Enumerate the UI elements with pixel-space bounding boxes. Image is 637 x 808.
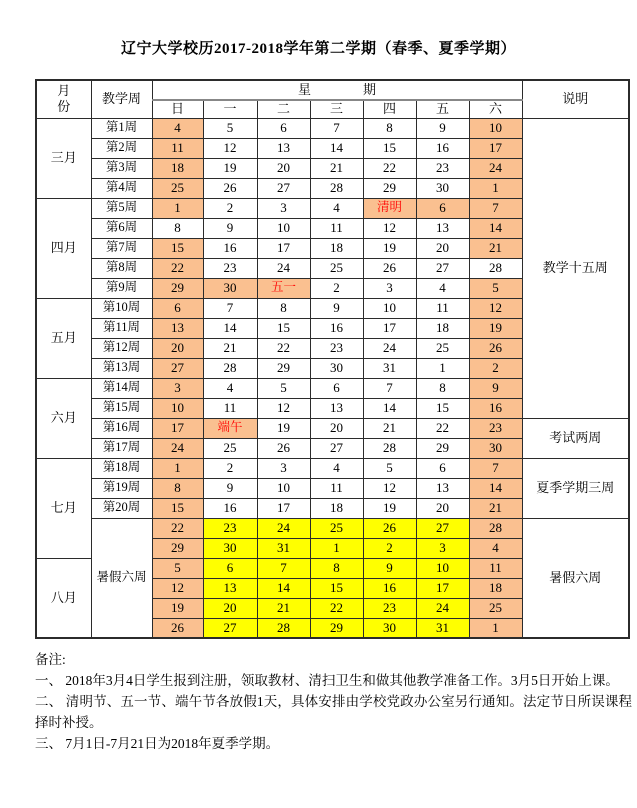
day-cell: 11 — [152, 138, 203, 158]
calendar-body — [36, 118, 629, 638]
day-cell: 16 — [203, 238, 257, 258]
day-cell: 16 — [416, 138, 469, 158]
day-cell: 12 — [152, 578, 203, 598]
day-cell: 28 — [310, 178, 363, 198]
day-cell: 2 — [310, 278, 363, 298]
day-cell: 26 — [363, 518, 416, 538]
day-cell: 17 — [257, 498, 310, 518]
day-cell: 15 — [416, 398, 469, 418]
teaching-week-cell: 第4周 — [91, 178, 152, 198]
day-cell: 4 — [152, 118, 203, 138]
teaching-week-cell: 第8周 — [91, 258, 152, 278]
day-cell: 22 — [152, 518, 203, 538]
header-month-line2: 份 — [57, 99, 71, 115]
header-week — [152, 80, 522, 100]
day-cell: 19 — [363, 238, 416, 258]
day-cell: 6 — [257, 118, 310, 138]
day-cell: 10 — [257, 218, 310, 238]
day-cell: 14 — [257, 578, 310, 598]
day-cell: 19 — [257, 418, 310, 438]
note-item-1: 一、 2018年3月4日学生报到注册，领取教材、清扫卫生和做其他教学准备工作。3月5日开始上课。 — [35, 673, 619, 688]
day-cell: 22 — [363, 158, 416, 178]
day-cell: 15 — [310, 578, 363, 598]
day-cell: 23 — [310, 338, 363, 358]
day-cell: 24 — [416, 598, 469, 618]
day-cell: 19 — [152, 598, 203, 618]
note-item-2: 二、 清明节、五一节、端午节各放假1天，具体安排由学校党政办公室另行通知。法定节日所误课程择时补授。 — [35, 694, 632, 730]
day-cell: 16 — [469, 398, 522, 418]
day-cell: 16 — [363, 578, 416, 598]
day-cell: 16 — [310, 318, 363, 338]
header-day: 三 — [310, 100, 363, 118]
day-cell: 22 — [416, 418, 469, 438]
day-cell: 6 — [203, 558, 257, 578]
day-cell: 26 — [363, 258, 416, 278]
day-cell: 13 — [416, 218, 469, 238]
day-cell: 11 — [310, 218, 363, 238]
day-cell: 24 — [257, 518, 310, 538]
note-item-3: 三、 7月1日-7月21日为2018年夏季学期。 — [35, 736, 280, 751]
day-cell: 28 — [469, 258, 522, 278]
note-cell: 考试两周 — [522, 418, 629, 458]
day-cell: 10 — [257, 478, 310, 498]
day-cell: 24 — [152, 438, 203, 458]
day-cell: 6 — [416, 198, 469, 218]
day-cell: 18 — [152, 158, 203, 178]
day-cell: 19 — [363, 498, 416, 518]
day-cell: 12 — [203, 138, 257, 158]
day-cell: 25 — [310, 518, 363, 538]
day-cell: 28 — [257, 618, 310, 638]
day-cell: 26 — [203, 178, 257, 198]
day-cell: 8 — [310, 558, 363, 578]
day-cell: 15 — [152, 498, 203, 518]
day-cell: 20 — [416, 498, 469, 518]
teaching-week-cell: 第18周 — [91, 458, 152, 478]
day-cell: 2 — [203, 458, 257, 478]
day-cell: 25 — [416, 338, 469, 358]
day-cell: 17 — [152, 418, 203, 438]
day-cell: 18 — [310, 498, 363, 518]
calendar-table — [35, 79, 630, 639]
day-cell: 7 — [469, 458, 522, 478]
day-cell: 3 — [416, 538, 469, 558]
header-week-char1: 星 — [298, 81, 312, 97]
month-cell: 三月 — [36, 118, 91, 198]
teaching-week-cell: 第17周 — [91, 438, 152, 458]
teaching-week-cell: 第15周 — [91, 398, 152, 418]
day-cell: 5 — [257, 378, 310, 398]
day-cell: 8 — [152, 218, 203, 238]
day-cell: 1 — [469, 618, 522, 638]
day-cell: 13 — [257, 138, 310, 158]
day-cell: 29 — [257, 358, 310, 378]
day-cell: 3 — [257, 458, 310, 478]
teaching-week-cell: 第11周 — [91, 318, 152, 338]
day-cell: 7 — [310, 118, 363, 138]
teaching-week-cell: 第10周 — [91, 298, 152, 318]
teaching-week-cell: 第9周 — [91, 278, 152, 298]
day-cell: 29 — [152, 538, 203, 558]
day-cell: 27 — [257, 178, 310, 198]
day-cell: 14 — [469, 218, 522, 238]
day-cell: 29 — [416, 438, 469, 458]
day-cell: 28 — [469, 518, 522, 538]
day-cell: 27 — [310, 438, 363, 458]
header-month-line1: 月 — [57, 83, 71, 98]
calendar-row — [36, 118, 629, 138]
day-cell: 6 — [152, 298, 203, 318]
day-cell: 27 — [203, 618, 257, 638]
day-cell: 3 — [363, 278, 416, 298]
day-cell: 23 — [203, 258, 257, 278]
day-cell: 8 — [416, 378, 469, 398]
header-day: 四 — [363, 100, 416, 118]
teaching-week-cell: 第5周 — [91, 198, 152, 218]
month-cell: 五月 — [36, 298, 91, 378]
day-cell: 8 — [257, 298, 310, 318]
day-cell: 13 — [203, 578, 257, 598]
day-cell: 13 — [152, 318, 203, 338]
notes-label: 备注: — [35, 652, 66, 667]
note-cell: 教学十五周 — [522, 118, 629, 418]
day-cell: 9 — [203, 218, 257, 238]
day-cell: 27 — [416, 258, 469, 278]
day-cell: 22 — [152, 258, 203, 278]
day-cell: 30 — [310, 358, 363, 378]
header-week-char2: 期 — [363, 81, 377, 97]
day-cell: 21 — [310, 158, 363, 178]
teaching-week-cell: 第12周 — [91, 338, 152, 358]
day-cell: 29 — [152, 278, 203, 298]
day-cell: 17 — [469, 138, 522, 158]
day-cell: 20 — [152, 338, 203, 358]
teaching-week-cell: 第13周 — [91, 358, 152, 378]
day-cell: 9 — [310, 298, 363, 318]
day-cell: 7 — [257, 558, 310, 578]
day-cell: 2 — [469, 358, 522, 378]
day-cell: 28 — [203, 358, 257, 378]
day-cell: 11 — [416, 298, 469, 318]
month-cell: 六月 — [36, 378, 91, 458]
day-cell: 31 — [416, 618, 469, 638]
day-cell: 9 — [469, 378, 522, 398]
day-cell: 12 — [363, 218, 416, 238]
day-cell: 20 — [310, 418, 363, 438]
holiday-day-cell: 清明 — [363, 198, 416, 218]
day-cell: 3 — [257, 198, 310, 218]
note-cell: 夏季学期三周 — [522, 458, 629, 518]
day-cell: 25 — [310, 258, 363, 278]
header-week-label — [153, 83, 522, 97]
day-cell: 7 — [203, 298, 257, 318]
day-cell: 21 — [363, 418, 416, 438]
day-cell: 4 — [310, 458, 363, 478]
day-cell: 13 — [310, 398, 363, 418]
day-cell: 5 — [152, 558, 203, 578]
header-teaching-week: 教学周 — [91, 80, 152, 118]
header-day: 二 — [257, 100, 310, 118]
header-day: 六 — [469, 100, 522, 118]
teaching-week-cell: 第2周 — [91, 138, 152, 158]
day-cell: 21 — [469, 238, 522, 258]
day-cell: 24 — [257, 258, 310, 278]
day-cell: 26 — [257, 438, 310, 458]
day-cell: 10 — [363, 298, 416, 318]
day-cell: 25 — [203, 438, 257, 458]
day-cell: 22 — [310, 598, 363, 618]
day-cell: 11 — [203, 398, 257, 418]
day-cell: 31 — [257, 538, 310, 558]
calendar-row — [36, 458, 629, 478]
day-cell: 25 — [152, 178, 203, 198]
day-cell: 4 — [203, 378, 257, 398]
day-cell: 25 — [469, 598, 522, 618]
day-cell: 10 — [469, 118, 522, 138]
month-cell: 四月 — [36, 198, 91, 298]
note-cell: 暑假六周 — [522, 518, 629, 638]
day-cell: 14 — [363, 398, 416, 418]
teaching-week-cell: 第20周 — [91, 498, 152, 518]
day-cell: 9 — [203, 478, 257, 498]
day-cell: 12 — [469, 298, 522, 318]
notes-section — [35, 649, 632, 754]
day-cell: 12 — [363, 478, 416, 498]
day-cell: 2 — [203, 198, 257, 218]
day-cell: 14 — [310, 138, 363, 158]
day-cell: 30 — [469, 438, 522, 458]
day-cell: 21 — [469, 498, 522, 518]
day-cell: 23 — [469, 418, 522, 438]
teaching-week-cell: 暑假六周 — [91, 518, 152, 638]
calendar-row — [36, 418, 629, 438]
day-cell: 19 — [203, 158, 257, 178]
day-cell: 11 — [469, 558, 522, 578]
teaching-week-cell: 第7周 — [91, 238, 152, 258]
day-cell: 6 — [416, 458, 469, 478]
holiday-day-cell: 端午 — [203, 418, 257, 438]
day-cell: 26 — [152, 618, 203, 638]
teaching-week-cell: 第16周 — [91, 418, 152, 438]
day-cell: 15 — [152, 238, 203, 258]
day-cell: 2 — [363, 538, 416, 558]
holiday-day-cell: 五一 — [257, 278, 310, 298]
day-cell: 27 — [416, 518, 469, 538]
day-cell: 30 — [203, 278, 257, 298]
day-cell: 30 — [363, 618, 416, 638]
day-cell: 23 — [363, 598, 416, 618]
header-day: 五 — [416, 100, 469, 118]
day-cell: 4 — [469, 538, 522, 558]
day-cell: 23 — [203, 518, 257, 538]
day-cell: 18 — [416, 318, 469, 338]
day-cell: 11 — [310, 478, 363, 498]
day-cell: 1 — [152, 198, 203, 218]
day-cell: 20 — [203, 598, 257, 618]
page-title: 辽宁大学校历2017-2018学年第二学期（春季、夏季学期） — [121, 41, 516, 57]
day-cell: 30 — [416, 178, 469, 198]
day-cell: 27 — [152, 358, 203, 378]
day-cell: 21 — [257, 598, 310, 618]
day-cell: 29 — [310, 618, 363, 638]
day-cell: 14 — [203, 318, 257, 338]
day-cell: 5 — [469, 278, 522, 298]
day-cell: 3 — [152, 378, 203, 398]
header-day: 日 — [152, 100, 203, 118]
day-cell: 13 — [416, 478, 469, 498]
day-cell: 12 — [257, 398, 310, 418]
day-cell: 20 — [257, 158, 310, 178]
teaching-week-cell: 第3周 — [91, 158, 152, 178]
day-cell: 29 — [363, 178, 416, 198]
header-day: 一 — [203, 100, 257, 118]
day-cell: 6 — [310, 378, 363, 398]
day-cell: 4 — [416, 278, 469, 298]
teaching-week-cell: 第1周 — [91, 118, 152, 138]
teaching-week-cell: 第6周 — [91, 218, 152, 238]
day-cell: 22 — [257, 338, 310, 358]
day-cell: 31 — [363, 358, 416, 378]
day-cell: 9 — [416, 118, 469, 138]
day-cell: 8 — [363, 118, 416, 138]
day-cell: 15 — [363, 138, 416, 158]
day-cell: 15 — [257, 318, 310, 338]
month-cell: 八月 — [36, 558, 91, 638]
day-cell: 24 — [469, 158, 522, 178]
teaching-week-cell: 第19周 — [91, 478, 152, 498]
day-cell: 8 — [152, 478, 203, 498]
month-cell: 七月 — [36, 458, 91, 558]
day-cell: 9 — [363, 558, 416, 578]
header-month — [36, 80, 91, 118]
day-cell: 1 — [416, 358, 469, 378]
teaching-week-cell: 第14周 — [91, 378, 152, 398]
day-cell: 17 — [257, 238, 310, 258]
day-cell: 4 — [310, 198, 363, 218]
day-cell: 26 — [469, 338, 522, 358]
day-cell: 1 — [469, 178, 522, 198]
day-cell: 10 — [416, 558, 469, 578]
day-cell: 19 — [469, 318, 522, 338]
calendar-row — [36, 518, 629, 538]
day-cell: 5 — [203, 118, 257, 138]
day-cell: 20 — [416, 238, 469, 258]
header-note: 说明 — [522, 80, 629, 118]
day-cell: 5 — [363, 458, 416, 478]
day-cell: 17 — [416, 578, 469, 598]
day-cell: 16 — [203, 498, 257, 518]
header-row-1 — [36, 80, 629, 100]
day-cell: 7 — [363, 378, 416, 398]
day-cell: 30 — [203, 538, 257, 558]
day-cell: 17 — [363, 318, 416, 338]
day-cell: 18 — [310, 238, 363, 258]
day-cell: 14 — [469, 478, 522, 498]
day-cell: 7 — [469, 198, 522, 218]
day-cell: 18 — [469, 578, 522, 598]
day-cell: 1 — [152, 458, 203, 478]
day-cell: 10 — [152, 398, 203, 418]
day-cell: 23 — [416, 158, 469, 178]
day-cell: 24 — [363, 338, 416, 358]
day-cell: 21 — [203, 338, 257, 358]
day-cell: 28 — [363, 438, 416, 458]
day-cell: 1 — [310, 538, 363, 558]
academic-calendar-page — [0, 40, 637, 754]
